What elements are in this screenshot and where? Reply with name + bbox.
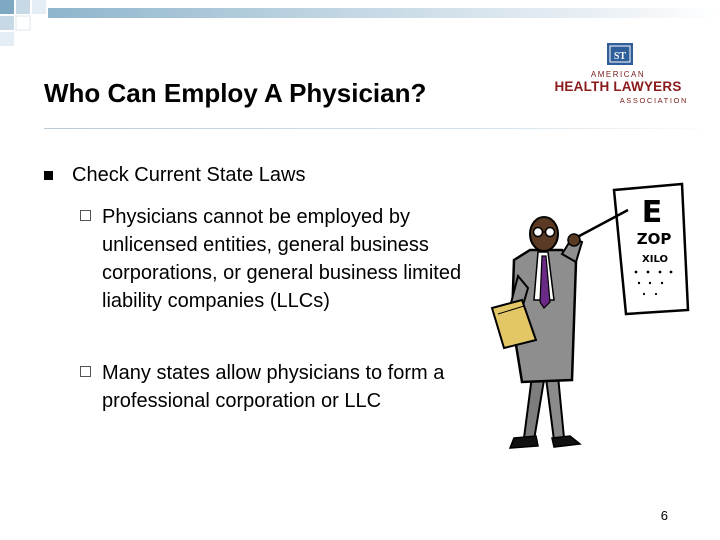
sub-bullet-text: Physicians cannot be employed by unlicensed entities, general business corporations, or general business limited liability companies (LLCs) (102, 206, 462, 312)
slide-title: Who Can Employ A Physician? (44, 78, 427, 108)
page-number: 6 (660, 508, 668, 523)
corner-grid-decoration (0, 0, 48, 48)
checkbox-bullet-icon (80, 210, 91, 221)
logo-line-health-lawyers: HEALTH LAWYERS (554, 79, 682, 94)
bullet-text: Check Current State Laws (72, 164, 306, 186)
eye-chart-row-3: XILO (642, 254, 668, 265)
logo-line-american: AMERICAN (590, 70, 646, 79)
logo-seal-icon (606, 42, 634, 68)
top-accent-bar (48, 8, 720, 18)
ahla-logo (548, 42, 688, 106)
sub-bullet-text: Many states allow physicians to form a professional corporation or LLC (102, 362, 445, 412)
eye-chart (614, 184, 688, 314)
logo-seal-text: ST (613, 51, 627, 62)
logo-line-association: ASSOCIATION (619, 96, 688, 105)
eye-chart-row-2: ZOP (636, 230, 672, 248)
sub-bullet-item (80, 359, 470, 415)
square-bullet-icon (44, 171, 53, 180)
eye-chart-row-1: E (641, 195, 663, 230)
sub-bullet-item (80, 203, 470, 315)
title-divider (44, 128, 720, 129)
checkbox-bullet-icon (80, 366, 91, 377)
doctor-eye-chart-clipart (484, 180, 694, 470)
